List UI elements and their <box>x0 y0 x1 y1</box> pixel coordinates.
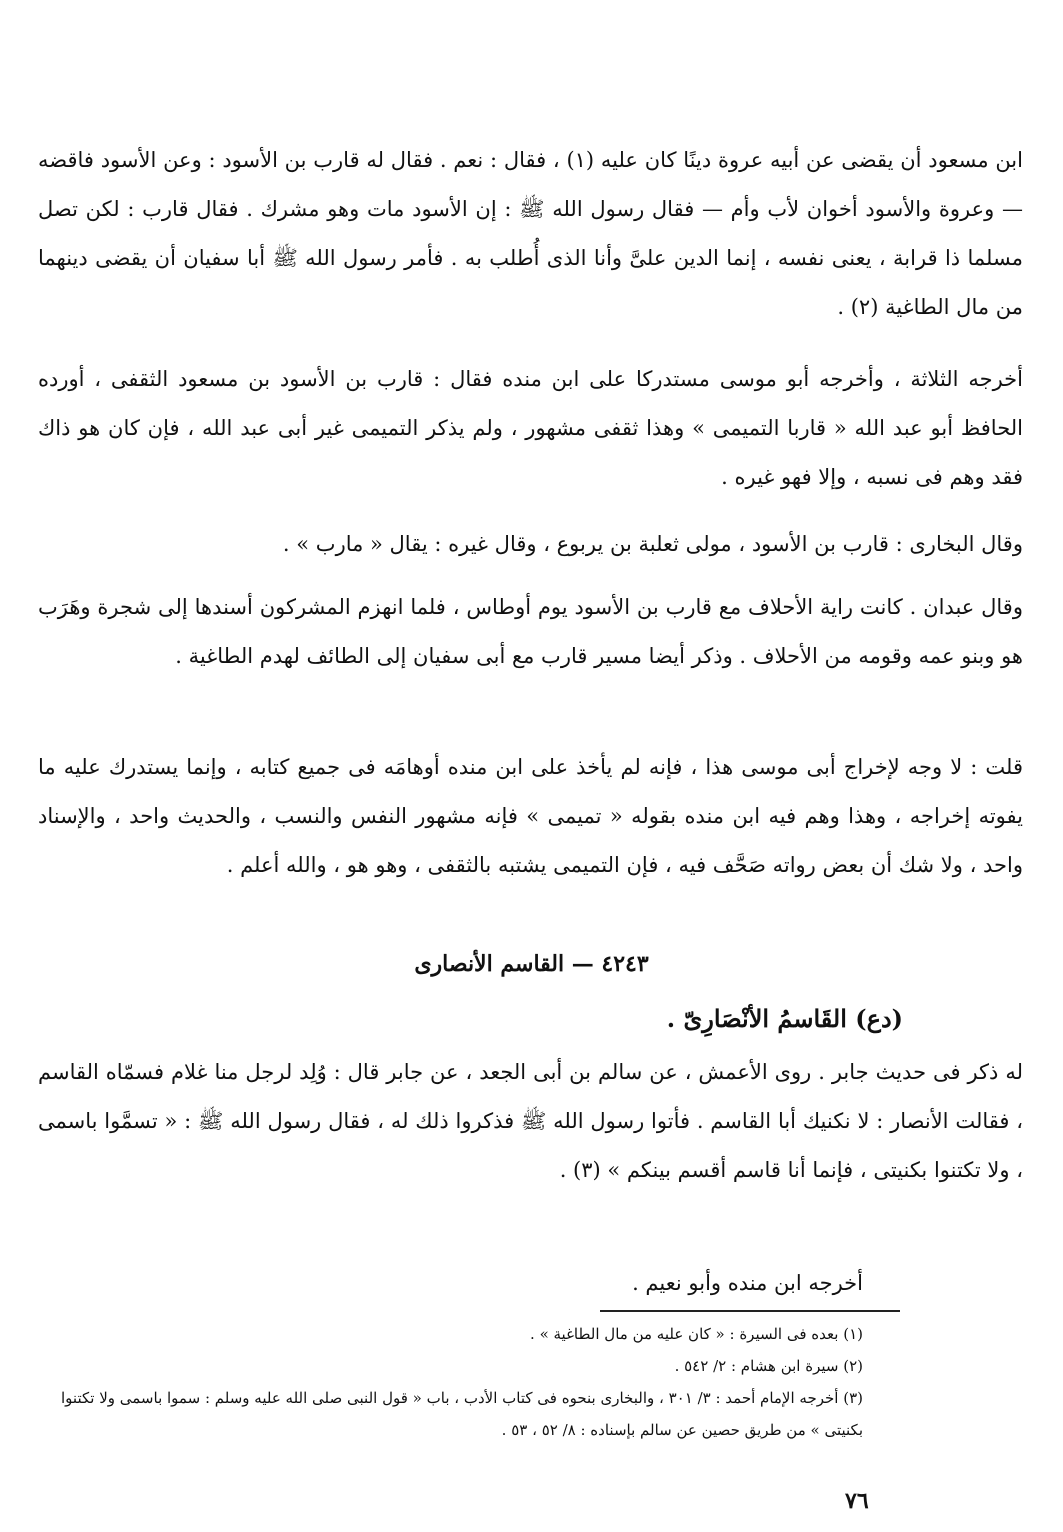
paragraph-6 <box>38 1048 1023 1195</box>
paragraph-5 <box>38 743 1023 890</box>
paragraph-7: أخرجه ابن منده وأبو نعيم . <box>632 1271 863 1295</box>
paragraph-1 <box>38 136 1023 332</box>
footnote-divider <box>600 1310 900 1312</box>
paragraph-3 <box>38 520 1023 569</box>
paragraph-text: له ذكر فى حديث جابر . روى الأعمش ، عن سالم بن أبى الجعد ، عن جابر قال : وُلِد لرجل منا غلام فسمّاه القاسم ، فقالت الأنصار : لا نكنيك أبا القاسم . فأتوا رسول الله ﷺ فذكروا ذلك له ، فقال رسول الله ﷺ : « تسمَّوا باسمى ، ولا تكتنوا بكنيتى ، فإنما أنا قاسم أقسم بينكم » (٣) . <box>38 1060 1023 1182</box>
paragraph-text: ابن مسعود أن يقضى عن أبيه عروة دينًا كان عليه (١) ، فقال : نعم . فقال له قارب بن الأسود : وعن الأسود فاقضه — وعروة والأسود أخوان لأب وأم — فقال رسول الله ﷺ : إن الأسود مات وهو مشرك . فقال قارب : لكن تصل مسلما ذا قرابة ، يعنى نفسه ، إنما الدين علىَّ وأنا الذى أُطلب به . فأمر رسول الله ﷺ أبا سفيان أن يقضى دينهما من مال الطاغية (٢) . <box>38 148 1023 319</box>
page-number: ٧٦ <box>845 1488 869 1514</box>
footnote-1: (١) بعده فى السيرة : « كان عليه من مال الطاغية » . <box>530 1325 863 1343</box>
paragraph-text: أخرجه الثلاثة ، وأخرجه أبو موسى مستدركا على ابن منده فقال : قارب بن الأسود بن مسعود الثقفى ، أورده الحافظ أبو عبد الله « قاربا التميمى » وهذا ثقفى مشهور ، ولم يذكر التميمى غير أبى عبد الله ، فإن كان هو ذاك فقد وهم فى نسبه ، وإلا فهو غيره . <box>38 367 1023 489</box>
footnote-2: (٢) سيرة ابن هشام : ٢/ ٥٤٢ . <box>674 1357 863 1375</box>
entry-heading: ٤٢٤٣ — القاسم الأنصارى <box>414 951 649 977</box>
entry-title: (دع) القَاسمُ الأنْصَارِىّ . <box>666 1004 903 1033</box>
footnote-3: (٣) أخرجه الإمام أحمد : ٣/ ٣٠١ ، والبخارى بنحوه فى كتاب الأدب ، باب « قول النبى صلى الله عليه وسلم : سموا باسمى ولا تكتنوا بكنيتى » من طريق حصين عن سالم بإسناده : ٨/ ٥٢ ، ٥٣ . <box>61 1389 863 1439</box>
paragraph-text: قلت : لا وجه لإخراج أبى موسى هذا ، فإنه لم يأخذ على ابن منده أوهامَه فى جميع كتابه ، وإنما يستدرك عليه ما يفوته إخراجه ، وهذا وهم فيه ابن منده بقوله « تميمى » فإنه مشهور النفس والنسب ، والحديث واحد ، والإسناد واحد ، ولا شك أن بعض رواته صَحَّف فيه ، فإن التميمى يشتبه بالثقفى ، وهو هو ، والله أعلم . <box>38 755 1023 877</box>
paragraph-4 <box>38 583 1023 681</box>
footnotes <box>38 1318 1023 1446</box>
paragraph-text: وقال البخارى : قارب بن الأسود ، مولى ثعلبة بن يربوع ، وقال غيره : يقال « مارب » . <box>282 532 1023 556</box>
paragraph-2 <box>38 355 1023 502</box>
paragraph-text: وقال عبدان . كانت راية الأحلاف مع قارب بن الأسود يوم أوطاس ، فلما انهزم المشركون أسندها إلى شجرة وهَرَب هو وبنو عمه وقومه من الأحلاف . وذكر أيضا مسير قارب مع أبى سفيان إلى الطائف لهدم الطاغية . <box>38 595 1023 668</box>
